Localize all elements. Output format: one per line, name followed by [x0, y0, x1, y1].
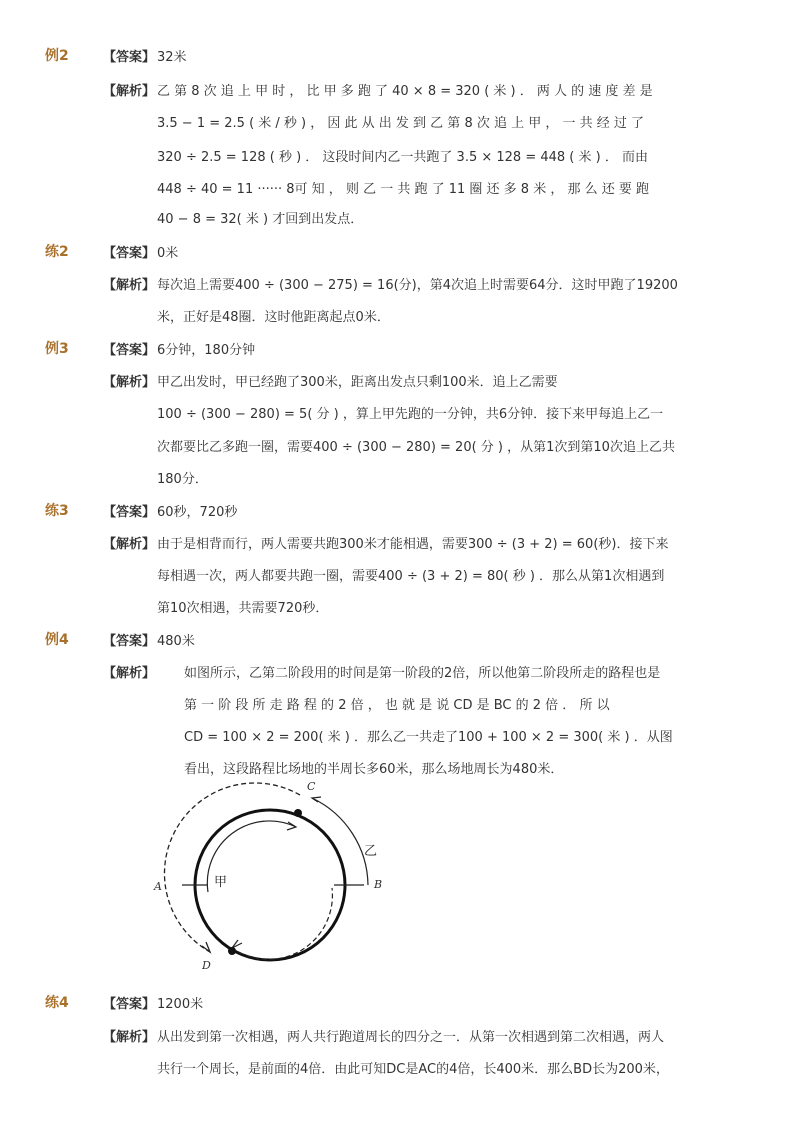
- label-d: D: [202, 959, 211, 972]
- outer-dashed-path: [164, 783, 300, 952]
- label-b: B: [374, 878, 383, 891]
- analysis-line: CD = 100 × 2 = 200( 米 ) ．那么乙一共走了100 + 100 × 2 = 300( 米 ) ．从图: [184, 730, 673, 745]
- section-tag: 练2: [45, 244, 69, 260]
- answer-label: 【答案】: [103, 246, 156, 261]
- analysis-label: 【解析】: [103, 278, 156, 293]
- arrow-head-icon: [287, 822, 296, 830]
- section-tag: 例4: [45, 632, 69, 648]
- answer-label: 【答案】: [103, 505, 156, 520]
- analysis-line: 320 ÷ 2.5 = 128 ( 秒 ) ． 这段时间内乙一共跑了 3.5 × 128 = 448 ( 米 ) ． 而由: [157, 150, 648, 165]
- section-tag: 例3: [45, 341, 69, 357]
- answer-value: 60秒，720秒: [157, 505, 238, 520]
- answer-value: 0米: [157, 246, 179, 261]
- analysis-line: 180分．: [157, 472, 208, 487]
- label-jia: 甲: [214, 875, 228, 890]
- answer-value: 6分钟，180分钟: [157, 343, 256, 358]
- point-c-dot: [294, 809, 302, 817]
- analysis-label: 【解析】: [103, 537, 156, 552]
- section-tag: 练4: [45, 995, 69, 1011]
- arrow-head-icon: [232, 940, 242, 948]
- section-tag: 例2: [45, 48, 69, 64]
- analysis-line: 乙 第 8 次 追 上 甲 时 ， 比 甲 多 跑 了 40 × 8 = 320 ( 米 ) ． 两 人 的 速 度 差 是: [157, 84, 653, 99]
- analysis-line: 看出，这段路程比场地的半周长多60米，那么场地周长为480米．: [184, 762, 564, 777]
- analysis-line: 米，正好是48圈．这时他距离起点0米．: [157, 310, 390, 325]
- answer-value: 1200米: [157, 997, 204, 1012]
- analysis-label: 【解析】: [103, 375, 156, 390]
- answer-label: 【答案】: [103, 343, 156, 358]
- analysis-line: 448 ÷ 40 = 11 ······ 8可 知 ， 则 乙 一 共 跑 了 11 圈 还 多 8 米 ， 那 么 还 要 跑: [157, 182, 650, 197]
- analysis-line: 共行一个周长，是前面的4倍．由此可知DC是AC的4倍，长400米．那么BD长为200米，: [157, 1062, 669, 1077]
- circular-track-figure: [150, 780, 390, 975]
- section-tag: 练3: [45, 503, 69, 519]
- answer-value: 480米: [157, 634, 195, 649]
- analysis-line: 如图所示，乙第二阶段用的时间是第一阶段的2倍，所以他第二阶段所走的路程也是: [184, 666, 661, 681]
- answer-label: 【答案】: [103, 997, 156, 1012]
- label-a: A: [154, 880, 162, 893]
- analysis-label: 【解析】: [103, 1030, 156, 1045]
- analysis-line: 次都要比乙多跑一圈，需要400 ÷ (300 − 280) = 20( 分 ) ，从第1次到第10次追上乙共: [157, 440, 675, 455]
- analysis-line: 每相遇一次，两人都要共跑一圈，需要400 ÷ (3 + 2) = 80( 秒 ) ．那么从第1次相遇到: [157, 569, 665, 584]
- answer-value: 32米: [157, 50, 187, 65]
- answer-label: 【答案】: [103, 50, 156, 65]
- analysis-line: 从出发到第一次相遇，两人共行跑道周长的四分之一．从第一次相遇到第二次相遇，两人: [157, 1030, 665, 1045]
- yi-path: [312, 798, 368, 885]
- label-c: C: [307, 780, 316, 793]
- analysis-line: 40 − 8 = 32( 米 ) 才回到出发点．: [157, 212, 364, 227]
- inner-dashed-path: [232, 888, 332, 959]
- analysis-label: 【解析】: [103, 666, 156, 681]
- point-d-dot: [228, 947, 236, 955]
- analysis-line: 甲乙出发时，甲已经跑了300米，距离出发点只剩100米．追上乙需要: [157, 375, 558, 390]
- arrow-head-icon: [202, 942, 210, 952]
- answer-label: 【答案】: [103, 634, 156, 649]
- analysis-line: 3.5 − 1 = 2.5 ( 米 / 秒 ) ， 因 此 从 出 发 到 乙 第 8 次 追 上 甲 ， 一 共 经 过 了: [157, 116, 645, 131]
- arrow-head-icon: [312, 797, 321, 802]
- analysis-line: 每次追上需要400 ÷ (300 − 275) = 16(分)，第4次追上时需要64分．这时甲跑了19200: [157, 278, 678, 293]
- analysis-line: 由于是相背而行，两人需要共跑300米才能相遇，需要300 ÷ (3 + 2) = 60(秒)．接下来: [157, 537, 669, 552]
- label-yi: 乙: [364, 844, 378, 859]
- analysis-line: 100 ÷ (300 − 280) = 5( 分 ) ，算上甲先跑的一分钟，共6分钟．接下来甲每追上乙一: [157, 407, 664, 422]
- analysis-line: 第10次相遇，共需要720秒．: [157, 601, 329, 616]
- analysis-line: 第 一 阶 段 所 走 路 程 的 2 倍 ， 也 就 是 说 CD 是 BC 的 2 倍 ． 所 以: [184, 698, 610, 713]
- analysis-label: 【解析】: [103, 84, 156, 99]
